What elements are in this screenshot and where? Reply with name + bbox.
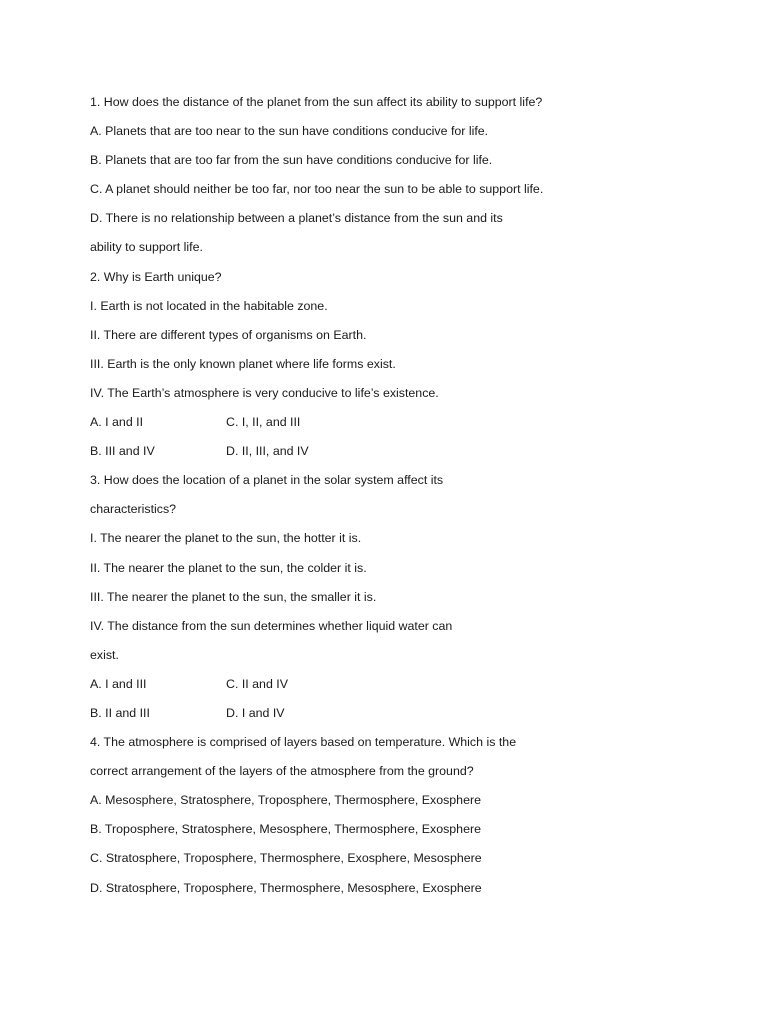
question-1-option-d: D. There is no relationship between a planet’s distance from the sun and its bbox=[90, 211, 503, 226]
question-3-statement-iv-continued: exist. bbox=[90, 647, 119, 662]
question-1-option-c: C. A planet should neither be too far, nor too near the sun to be able to support life. bbox=[90, 182, 544, 197]
question-3-option-d: D. I and IV bbox=[226, 705, 285, 720]
question-3-choices-row-1 bbox=[90, 674, 730, 703]
question-2-statement-ii: II. There are different types of organisms on Earth. bbox=[90, 327, 367, 342]
question-1-option-d-continued: ability to support life. bbox=[90, 240, 203, 255]
question-4-stem-continued: correct arrangement of the layers of the atmosphere from the ground? bbox=[90, 764, 474, 779]
question-2-choices-row-1 bbox=[90, 412, 730, 441]
question-2-statement-iv: IV. The Earth’s atmosphere is very conducive to life’s existence. bbox=[90, 385, 439, 400]
question-4-option-a: A. Mesosphere, Stratosphere, Troposphere, Thermosphere, Exosphere bbox=[90, 793, 481, 808]
question-3-statement-iii: III. The nearer the planet to the sun, the smaller it is. bbox=[90, 589, 377, 604]
question-4-option-d: D. Stratosphere, Troposphere, Thermosphere, Mesosphere, Exosphere bbox=[90, 880, 482, 895]
question-2-option-c: C. I, II, and III bbox=[226, 415, 301, 430]
question-3-option-a: A. I and III bbox=[90, 676, 147, 691]
question-2-choices-row-2 bbox=[90, 441, 730, 470]
question-2-statement-iii: III. Earth is the only known planet where life forms exist. bbox=[90, 356, 396, 371]
question-3-statement-iv: IV. The distance from the sun determines whether liquid water can bbox=[90, 618, 453, 633]
question-3-statement-ii: II. The nearer the planet to the sun, the colder it is. bbox=[90, 560, 367, 575]
question-2-stem: 2. Why is Earth unique? bbox=[90, 269, 222, 284]
question-3-stem-continued: characteristics? bbox=[90, 502, 177, 517]
question-4-stem: 4. The atmosphere is comprised of layers based on temperature. Which is the bbox=[90, 735, 517, 750]
question-3-statement-i: I. The nearer the planet to the sun, the hotter it is. bbox=[90, 531, 362, 546]
question-2-statement-i: I. Earth is not located in the habitable zone. bbox=[90, 298, 328, 313]
question-1-stem: 1. How does the distance of the planet from the sun affect its ability to support life? bbox=[90, 95, 543, 109]
document-page bbox=[90, 92, 730, 907]
question-3-choices-row-2 bbox=[90, 703, 730, 732]
question-2-option-b: B. III and IV bbox=[90, 444, 155, 459]
question-4-option-c: C. Stratosphere, Troposphere, Thermosphere, Exosphere, Mesosphere bbox=[90, 851, 482, 866]
question-1-option-a: A. Planets that are too near to the sun have conditions conducive for life. bbox=[90, 124, 489, 139]
question-1-option-b: B. Planets that are too far from the sun have conditions conducive for life. bbox=[90, 153, 493, 168]
question-3-stem: 3. How does the location of a planet in the solar system affect its bbox=[90, 473, 444, 488]
question-2-option-d: D. II, III, and IV bbox=[226, 444, 309, 459]
question-2-option-a: A. I and II bbox=[90, 415, 144, 430]
question-3-option-c: C. II and IV bbox=[226, 676, 288, 691]
question-4-option-b: B. Troposphere, Stratosphere, Mesosphere, Thermosphere, Exosphere bbox=[90, 822, 481, 837]
question-3-option-b: B. II and III bbox=[90, 705, 150, 720]
